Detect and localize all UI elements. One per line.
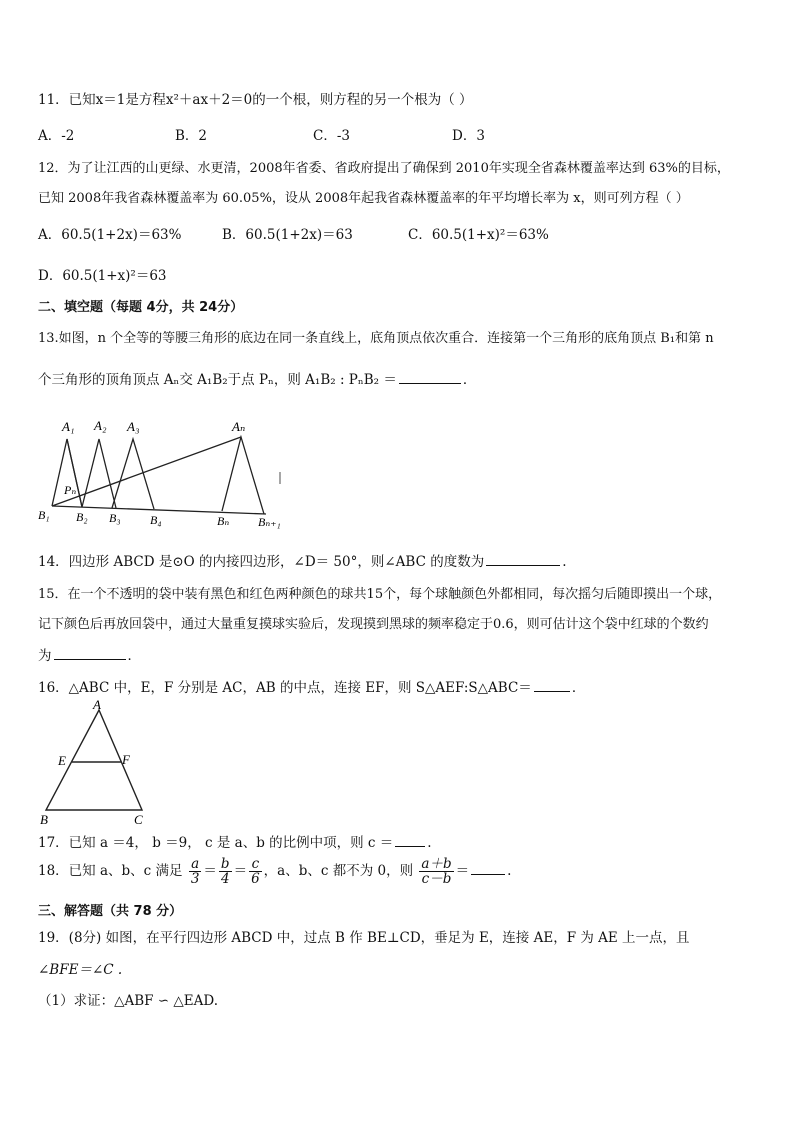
q18-answer-blank[interactable] <box>471 862 505 875</box>
q11-stem: 11．已知x＝1是方程x²＋ax＋2＝0的一个根，则方程的另一个根为（ ） <box>38 92 473 108</box>
q14-answer-blank[interactable] <box>486 553 560 566</box>
q13-triangles-figure <box>36 412 296 532</box>
label-b2: B₂ <box>76 510 88 524</box>
section-fill-in-heading: 二、填空题（每题 4分，共 24分） <box>38 300 244 315</box>
q11-option-b: B．2 <box>175 128 208 144</box>
q15-answer-blank[interactable] <box>54 647 126 660</box>
label-b1: B₁ <box>38 508 50 522</box>
label-a2: A₂ <box>94 418 107 433</box>
equals-sign: ＝ <box>233 863 248 880</box>
label-a1: A₁ <box>62 419 75 434</box>
q12-stem-line1: 12．为了让江西的山更绿、水更清，2008年省委、省政府提出了确保到 2010年实现全省森林覆盖率达到 63%的目标， <box>38 161 730 176</box>
q16-triangle-figure <box>36 698 156 828</box>
equals-sign: ＝ <box>203 863 217 880</box>
label-b: B <box>40 812 48 827</box>
q15-stem-line2: 记下颜色后再放回袋中，通过大量重复摸球实验后，发现摸到黑球的频率稳定于0.6，则可估计这个袋中红球的个数约 <box>38 617 709 632</box>
q14-end: . <box>562 554 567 570</box>
q17-stem <box>38 831 432 851</box>
q17-answer-blank[interactable] <box>395 834 425 847</box>
triangle-n <box>222 437 264 514</box>
q16-stem <box>38 676 585 696</box>
q13-stem-text: 个三角形的顶角顶点 Aₙ交 A₁B₂于点 Pₙ，则 A₁B₂ : PₙB₂ ＝ <box>38 372 397 388</box>
q11-option-a: A．-2 <box>38 128 75 144</box>
q18-stem <box>38 857 511 886</box>
q13-stem-line1: 13.如图，n 个全等的等腰三角形的底边在同一条直线上，底角顶点依次重合．连接第一个三角形的底角顶点 B₁和第 n <box>38 331 714 346</box>
q12-option-b: B．60.5(1+2x)＝63 <box>222 227 353 243</box>
section-answer-heading: 三、解答题（共 78 分） <box>38 904 183 919</box>
frac-num: a＋b <box>421 856 452 872</box>
frac-den: c－b <box>421 871 452 888</box>
q18-mid: ，a、b、c 都不为 0，则 <box>263 863 414 880</box>
q16-answer-blank[interactable] <box>534 679 570 692</box>
label-c: C <box>134 812 143 827</box>
q17-text: 17．已知 a ＝4， b ＝9， c 是 a、b 的比例中项，则 c ＝ <box>38 835 394 851</box>
label-e: E <box>58 753 66 768</box>
q13-stem-line2 <box>38 368 476 388</box>
label-an: Aₙ <box>232 419 246 434</box>
q12-stem-line2: 已知 2008年我省森林覆盖率为 60.05%，设从 2008年起我省森林覆盖率的年平均增长率为 x，则可列方程（ ） <box>38 191 689 206</box>
fraction-b-4 <box>219 857 232 886</box>
q11-option-c: C．-3 <box>313 128 350 144</box>
q12-option-c: C．60.5(1+x)²＝63% <box>408 227 549 243</box>
fraction-c-6 <box>249 857 262 886</box>
frac-num: b <box>220 856 230 872</box>
label-f: F <box>122 752 130 767</box>
q14-stem <box>38 550 567 570</box>
label-b4: B₄ <box>150 513 162 527</box>
q15-end: ． <box>127 648 141 664</box>
q15-stem-line3 <box>38 644 141 664</box>
triangle-2 <box>82 439 116 508</box>
frac-den: 6 <box>251 871 260 888</box>
label-a3: A₃ <box>127 419 140 434</box>
q19-stem-line2: ∠BFE＝∠C . <box>38 962 123 978</box>
q13-end: ． <box>462 372 477 388</box>
q15-text: 为 <box>38 648 52 664</box>
frac-den: 3 <box>190 871 200 888</box>
q13-answer-blank[interactable] <box>399 371 461 384</box>
q15-stem-line1: 15．在一个不透明的袋中装有黑色和红色两种颜色的球共15个，每个球触颜色外都相同，每次摇匀后随即摸出一个球， <box>38 587 722 602</box>
q14-text: 14．四边形 ABCD 是⊙O 的内接四边形，∠D＝ 50°，则∠ABC 的度数为 <box>38 554 485 570</box>
q18-pre: 18．已知 a、b、c 满足 <box>38 863 183 880</box>
q12-option-a: A．60.5(1+2x)＝63% <box>38 227 182 243</box>
q17-end: . <box>427 835 432 851</box>
q19-stem-line1: 19．(8分) 如图，在平行四边形 ABCD 中，过点 B 作 BE⊥CD，垂足为 E，连接 AE，F 为 AE 上一点，且 <box>38 930 690 946</box>
label-bn: Bₙ <box>217 514 230 528</box>
frac-num: a <box>189 857 202 872</box>
fraction-main <box>419 857 453 886</box>
q16-end: ． <box>571 680 586 696</box>
label-a: A <box>93 698 101 712</box>
q18-post: ＝ <box>455 863 470 880</box>
fraction-a-3 <box>189 857 202 886</box>
label-bn1: Bₙ₊₁ <box>258 515 281 529</box>
q11-option-d: D．3 <box>452 128 485 144</box>
label-b3: B₃ <box>109 511 121 525</box>
label-pn: Pₙ <box>64 483 77 497</box>
q19-part1: （1）求证：△ABF ∽ △EAD. <box>38 993 219 1009</box>
q12-option-d: D．60.5(1+x)²＝63 <box>38 268 167 284</box>
triangle-3 <box>112 439 154 509</box>
line-b1-an <box>52 437 241 506</box>
frac-num: c <box>249 857 262 872</box>
q16-text: 16．△ABC 中，E，F 分别是 AC，AB 的中点，连接 EF，则 S△AEF:S△ABC＝ <box>38 680 532 696</box>
q18-end: . <box>507 863 512 880</box>
frac-den: 4 <box>220 871 230 888</box>
